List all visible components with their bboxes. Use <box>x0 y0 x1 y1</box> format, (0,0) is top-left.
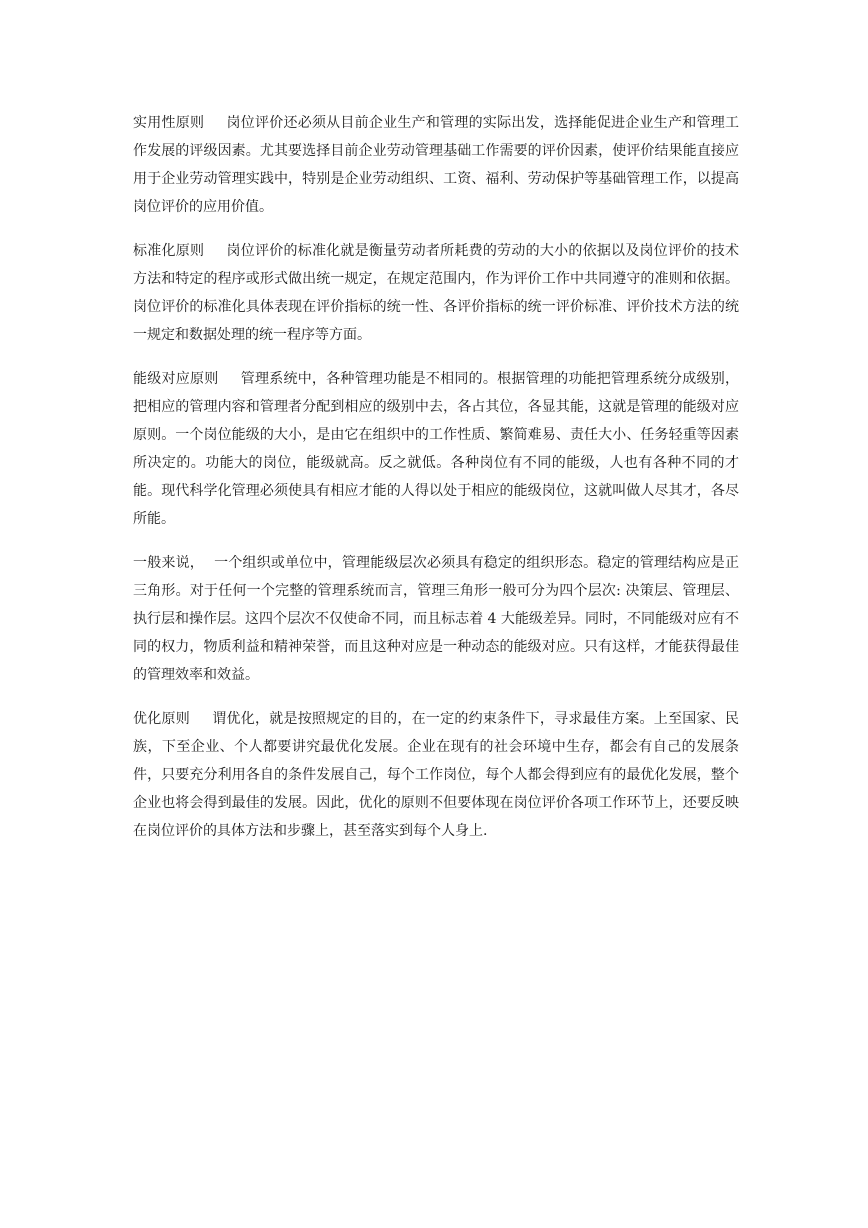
paragraph-heading: 实用性原则 <box>133 115 205 131</box>
paragraph-heading: 优化原则 <box>133 711 190 727</box>
paragraph-level-correspondence <box>133 365 739 533</box>
paragraph-heading: 能级对应原则 <box>133 371 219 387</box>
paragraph-text: 管理系统中，各种管理功能是不相同的。根据管理的功能把管理系统分成级别，把相应的管理内容和管理者分配到相应的级别中去，各占其位，各显其能，这就是管理的能级对应原则。一个岗位能级的大小，是由它在组织中的工作性质、繁简难易、责任大小、任务轻重等因素所决定的。功能大的岗位，能级就高。反之就低。各种岗位有不同的能级，人也有各种不同的才能。现代科学化管理必须使具有相应才能的人得以处于相应的能级岗位，这就叫做人尽其才，各尽所能。 <box>133 371 740 527</box>
paragraph-optimization <box>133 705 739 845</box>
paragraph-text: 岗位评价还必须从目前企业生产和管理的实际出发，选择能促进企业生产和管理工作发展的评级因素。尤其要选择目前企业劳动管理基础工作需要的评价因素，使评价结果能直接应用于企业劳动管理实践中，特别是企业劳动组织、工资、福利、劳动保护等基础管理工作，以提高岗位评价的应用价值。 <box>133 115 740 215</box>
paragraph-general <box>133 549 739 689</box>
paragraph-text: 一个组织或单位中，管理能级层次必须具有稳定的组织形态。稳定的管理结构应是正三角形。对于任何一个完整的管理系统而言，管理三角形一般可分为四个层次: 决策层、管理层、执行层和操作层。这四个层次不仅使命不同，而且标志着 4 大能级差异。同时，不同能级对应有不同的权力，物质利益和精神荣誉，而且这种对应是一种动态的能级对应。只有这样，才能获得最佳的管理效率和效益。 <box>133 555 739 683</box>
document-body <box>133 109 739 861</box>
paragraph-text: 谓优化，就是按照规定的目的，在一定的约束条件下，寻求最佳方案。上至国家、民族，下至企业、个人都要讲究最优化发展。企业在现有的社会环境中生存，都会有自己的发展条件，只要充分利用各自的条件发展自己，每个工作岗位，每个人都会得到应有的最优化发展，整个企业也将会得到最佳的发展。因此，优化的原则不但要体现在岗位评价各项工作环节上，还要反映在岗位评价的具体方法和步骤上，甚至落实到每个人身上. <box>133 711 740 839</box>
paragraph-heading: 标准化原则 <box>133 243 205 259</box>
paragraph-standardization <box>133 237 739 349</box>
paragraph-practicality <box>133 109 739 221</box>
paragraph-text: 岗位评价的标准化就是衡量劳动者所耗费的劳动的大小的依据以及岗位评价的技术方法和特定的程序或形式做出统一规定，在规定范围内，作为评价工作中共同遵守的准则和依据。岗位评价的标准化具体表现在评价指标的统一性、各评价指标的统一评价标准、评价技术方法的统一规定和数据处理的统一程序等方面。 <box>133 243 740 343</box>
paragraph-heading: 一般来说， <box>133 555 204 571</box>
